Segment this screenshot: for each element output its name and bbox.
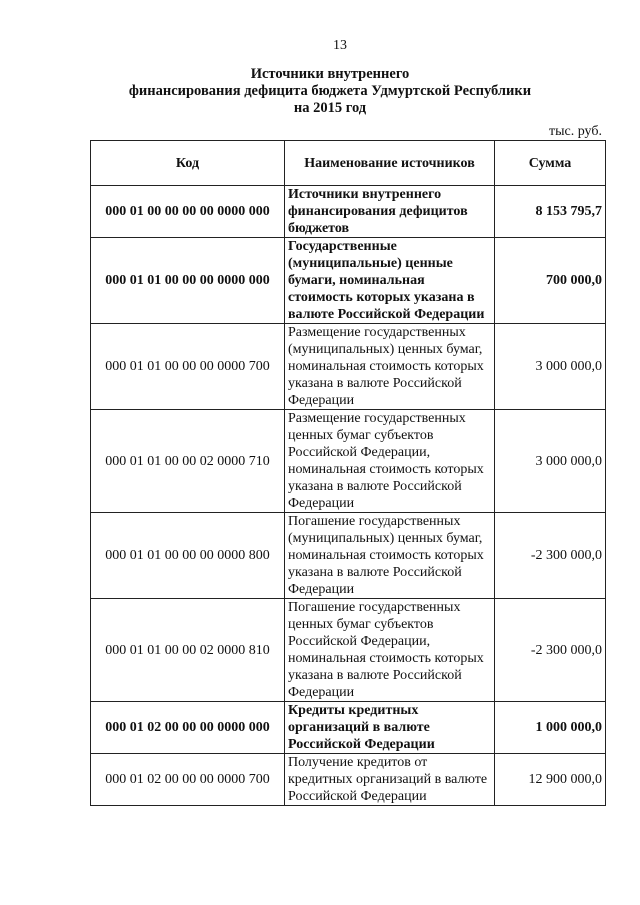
row-code: 000 01 01 00 00 02 0000 710 [91, 410, 285, 513]
row-name: Кредиты кредитных организаций в валюте Российской Федерации [285, 702, 495, 754]
row-code: 000 01 02 00 00 00 0000 700 [91, 754, 285, 806]
document-title [60, 66, 600, 117]
title-line-2: финансирования дефицита бюджета Удмуртской Республики [128, 83, 532, 99]
table-row [91, 186, 606, 238]
table-row [91, 410, 606, 513]
page-number: 13 [333, 38, 347, 53]
header-code: Код [91, 141, 285, 186]
row-name: Размещение государственных ценных бумаг субъектов Российской Федерации, номинальная стоимость которых указана в валюте Российской Федерации [285, 410, 495, 513]
table-row [91, 324, 606, 410]
title-line-3: на 2015 год [293, 100, 367, 116]
row-code: 000 01 01 00 00 02 0000 810 [91, 599, 285, 702]
row-sum: 8 153 795,7 [495, 186, 606, 238]
table-row [91, 702, 606, 754]
row-code: 000 01 01 00 00 00 0000 700 [91, 324, 285, 410]
table-header-row [91, 141, 606, 186]
row-name: Получение кредитов от кредитных организаций в валюте Российской Федерации [285, 754, 495, 806]
title-line-1: Источники внутреннего [250, 66, 410, 82]
row-code: 000 01 01 00 00 00 0000 800 [91, 513, 285, 599]
table-row [91, 238, 606, 324]
table-row [91, 599, 606, 702]
row-name: Источники внутреннего финансирования дефицитов бюджетов [285, 186, 495, 238]
row-sum: -2 300 000,0 [495, 599, 606, 702]
header-name: Наименование источников [285, 141, 495, 186]
table-row [91, 513, 606, 599]
table-row [91, 754, 606, 806]
row-sum: -2 300 000,0 [495, 513, 606, 599]
budget-sources-table [90, 140, 606, 806]
row-code: 000 01 01 00 00 00 0000 000 [91, 238, 285, 324]
row-sum: 3 000 000,0 [495, 410, 606, 513]
table-body [91, 186, 606, 806]
row-sum: 1 000 000,0 [495, 702, 606, 754]
row-sum: 700 000,0 [495, 238, 606, 324]
row-name: Погашение государственных ценных бумаг субъектов Российской Федерации, номинальная стоимость которых указана в валюте Российской Федерации [285, 599, 495, 702]
row-name: Размещение государственных (муниципальных) ценных бумаг, номинальная стоимость которых указана в валюте Российской Федерации [285, 324, 495, 410]
row-code: 000 01 02 00 00 00 0000 000 [91, 702, 285, 754]
row-sum: 3 000 000,0 [495, 324, 606, 410]
row-name: Государственные (муниципальные) ценные бумаги, номинальная стоимость которых указана в валюте Российской Федерации [285, 238, 495, 324]
units-label: тыс. руб. [549, 124, 602, 139]
row-sum: 12 900 000,0 [495, 754, 606, 806]
row-name: Погашение государственных (муниципальных) ценных бумаг, номинальная стоимость которых указана в валюте Российской Федерации [285, 513, 495, 599]
header-sum: Сумма [495, 141, 606, 186]
row-code: 000 01 00 00 00 00 0000 000 [91, 186, 285, 238]
